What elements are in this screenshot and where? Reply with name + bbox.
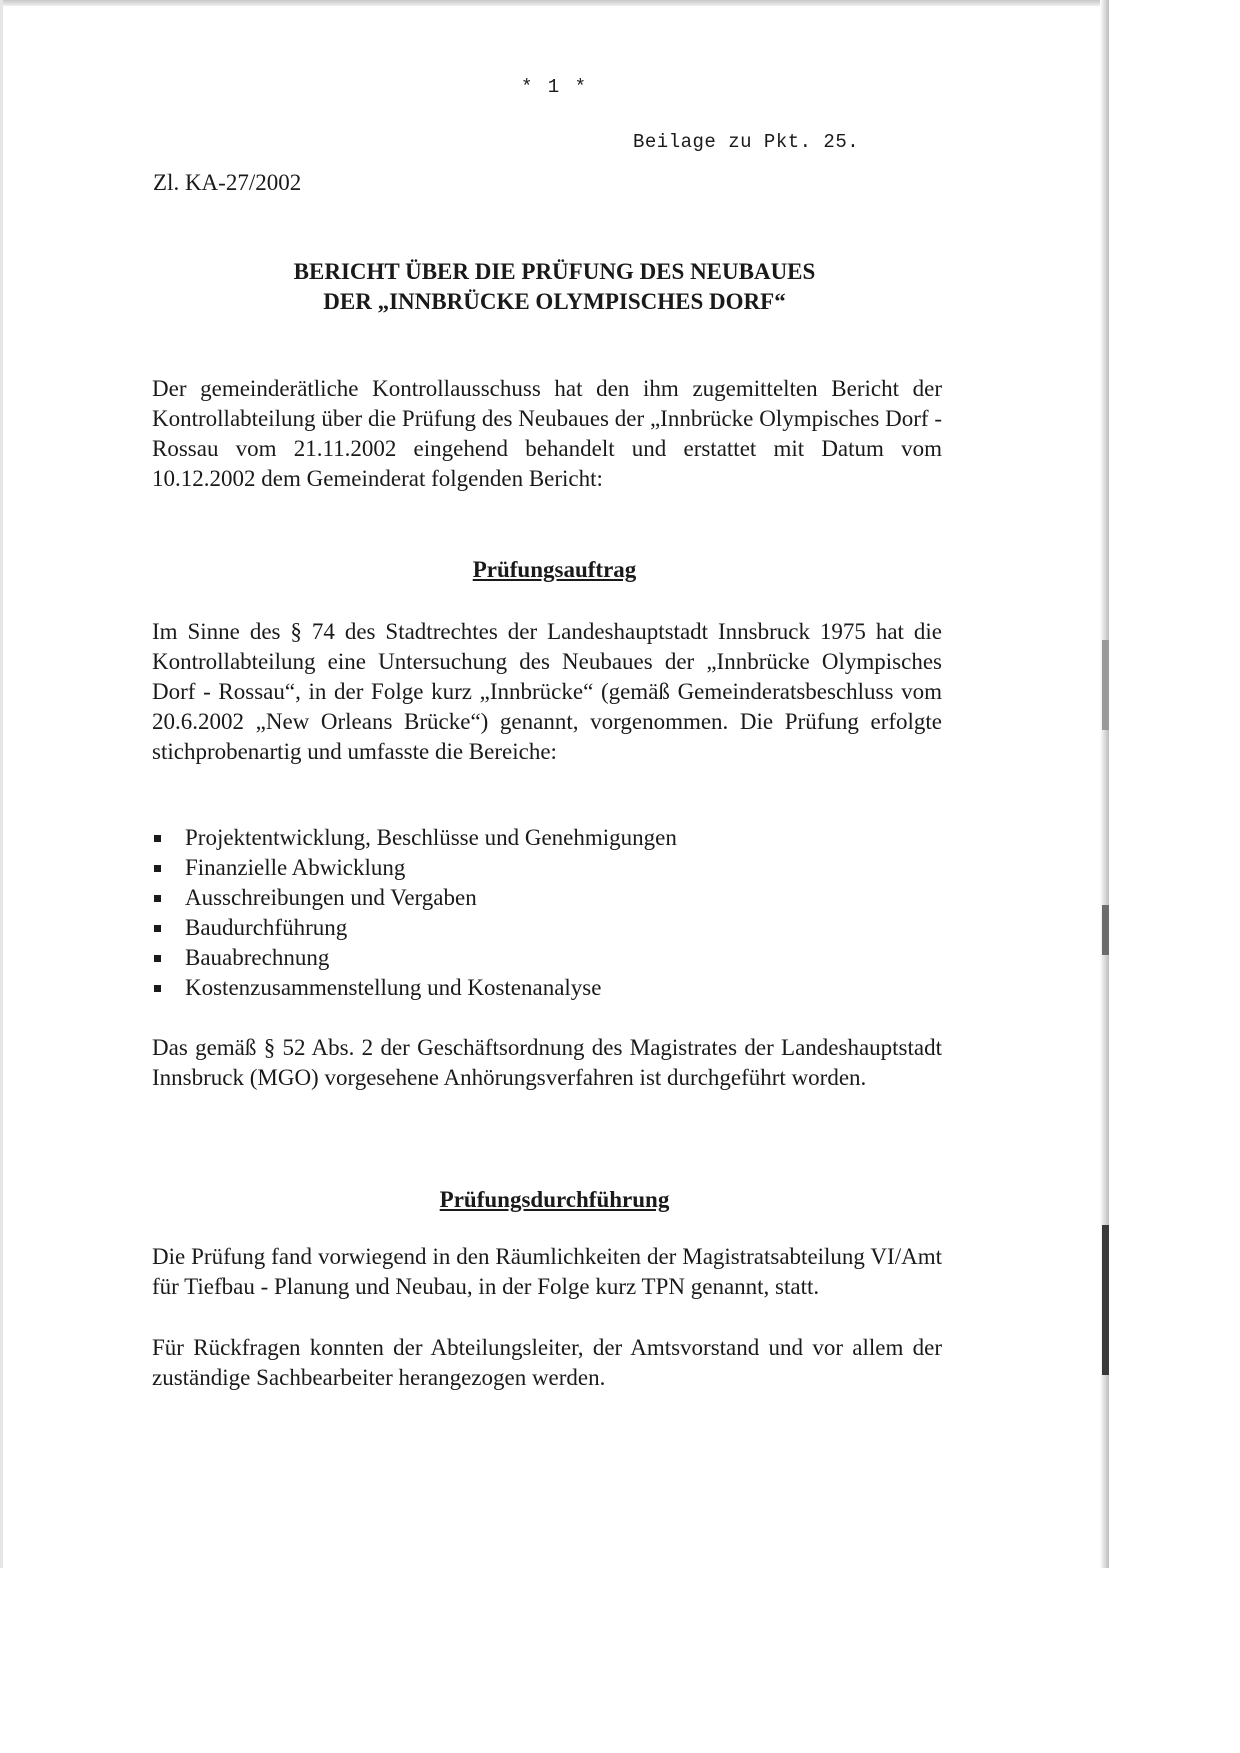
section-heading-pruefungsauftrag: Prüfungsauftrag bbox=[472, 557, 637, 582]
list-item bbox=[152, 853, 942, 883]
list-item bbox=[152, 823, 942, 853]
page-number: * 1 * bbox=[520, 76, 588, 98]
scan-shadow-mark bbox=[1102, 1225, 1109, 1375]
list-item-text: Baudurchführung bbox=[185, 915, 348, 940]
list-item bbox=[152, 883, 942, 913]
bullet-icon bbox=[154, 895, 161, 902]
list-item-text: Ausschreibungen und Vergaben bbox=[185, 885, 477, 910]
list-item-text: Bauabrechnung bbox=[185, 945, 330, 970]
list-item bbox=[152, 943, 942, 973]
attachment-reference: Beilage zu Pkt. 25. bbox=[633, 131, 860, 153]
bullet-icon bbox=[154, 865, 161, 872]
scan-edge-top bbox=[0, 0, 1109, 6]
bullet-icon bbox=[154, 985, 161, 992]
section1-paragraph-2: Das gemäß § 52 Abs. 2 der Geschäftsordnung des Magistrates der Landeshauptstadt Innsbruck (MGO) vorgesehene Anhörungsverfahren ist durchgeführt worden. bbox=[152, 1035, 942, 1090]
list-item-text: Finanzielle Abwicklung bbox=[185, 855, 406, 880]
scan-edge-right bbox=[1100, 0, 1109, 1568]
scope-list bbox=[152, 823, 942, 1003]
scan-shadow-mark bbox=[1102, 905, 1109, 955]
list-item bbox=[152, 973, 942, 1003]
title-line-2: DER „INNBRÜCKE OLYMPISCHES DORF“ bbox=[323, 289, 786, 314]
list-item-text: Kostenzusammenstellung und Kostenanalyse bbox=[185, 975, 602, 1000]
scan-edge-left bbox=[0, 0, 3, 1568]
section-heading-pruefungsdurchfuehrung: Prüfungsdurchführung bbox=[439, 1187, 670, 1212]
bullet-icon bbox=[154, 925, 161, 932]
section2-paragraph-1: Die Prüfung fand vorwiegend in den Räumlichkeiten der Magistratsabteilung VI/Amt für Tiefbau - Planung und Neubau, in der Folge kurz TPN genannt, statt. bbox=[152, 1244, 942, 1299]
bullet-icon bbox=[154, 955, 161, 962]
document-title bbox=[0, 257, 1109, 317]
section1-paragraph-1: Im Sinne des § 74 des Stadtrechtes der Landeshauptstadt Innsbruck 1975 hat die Kontrollabteilung eine Untersuchung des Neubaues der „Innbrücke Olympisches Dorf - Rossau“, in der Folge kurz „Innbrücke“ (gemäß Gemeinderatsbeschluss vom 20.6.2002 „New Orleans Brücke“) genannt, vorgenommen. Die Prüfung erfolgte stichprobenartig und umfasste die Bereiche: bbox=[152, 619, 942, 764]
intro-paragraph: Der gemeinderätliche Kontrollausschuss hat den ihm zugemittelten Bericht der Kontrollabteilung über die Prüfung des Neubaues der „Innbrücke Olympisches Dorf - Rossau vom 21.11.2002 eingehend behandelt und erstattet mit Datum vom 10.12.2002 dem Gemeinderat folgenden Bericht: bbox=[152, 376, 942, 491]
section2-paragraph-2: Für Rückfragen konnten der Abteilungsleiter, der Amtsvorstand und vor allem der zuständige Sachbearbeiter herangezogen werden. bbox=[152, 1335, 942, 1390]
list-item bbox=[152, 913, 942, 943]
scan-shadow-mark bbox=[1102, 640, 1109, 730]
title-line-1: BERICHT ÜBER DIE PRÜFUNG DES NEUBAUES bbox=[293, 259, 816, 284]
list-item-text: Projektentwicklung, Beschlüsse und Genehmigungen bbox=[185, 825, 677, 850]
bullet-icon bbox=[154, 835, 161, 842]
file-number: Zl. KA-27/2002 bbox=[153, 170, 302, 195]
